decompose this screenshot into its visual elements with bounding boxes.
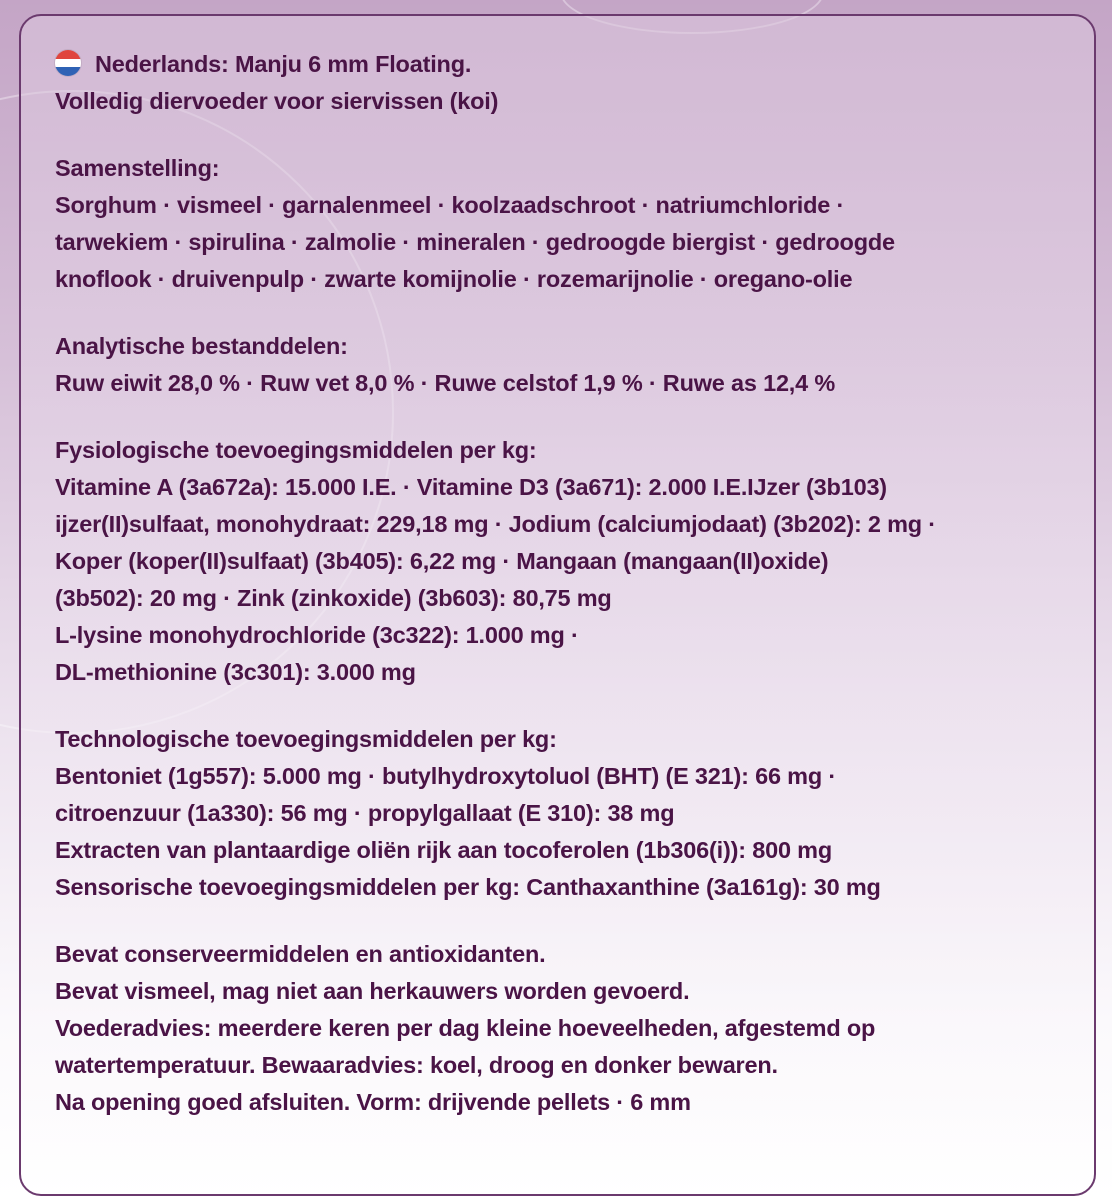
- technological-line: Bentoniet (1g557): 5.000 mg · butylhydroxytoluol (BHT) (E 321): 66 mg ·: [55, 763, 836, 789]
- technological-line: Extracten van plantaardige oliën rijk aan tocoferolen (1b306(i)): 800 mg: [55, 837, 832, 863]
- technological-line: citroenzuur (1a330): 56 mg · propylgallaat (E 310): 38 mg: [55, 800, 675, 826]
- physiological-line: ijzer(II)sulfaat, monohydraat: 229,18 mg · Jodium (calciumjodaat) (3b202): 2 mg ·: [55, 511, 936, 537]
- physiological-line: Koper (koper(II)sulfaat) (3b405): 6,22 mg · Mangaan (mangaan(II)oxide): [55, 548, 829, 574]
- section-spacer: [55, 120, 1075, 150]
- section-spacer: [55, 402, 1075, 432]
- composition-line: tarwekiem · spirulina · zalmolie · mineralen · gedroogde biergist · gedroogde: [55, 229, 895, 255]
- technological-heading: Technologische toevoegingsmiddelen per kg:: [55, 726, 557, 752]
- notes-line: Bevat vismeel, mag niet aan herkauwers worden gevoerd.: [55, 978, 690, 1004]
- section-spacer: [55, 906, 1075, 936]
- product-info-text: [55, 46, 1075, 1121]
- composition-line: knoflook · druivenpulp · zwarte komijnolie · rozemarijnolie · oregano-olie: [55, 266, 853, 292]
- header-title-line: [55, 46, 1075, 83]
- notes-line: Voederadvies: meerdere keren per dag kleine hoeveelheden, afgestemd op: [55, 1015, 876, 1041]
- product-info-card: [19, 14, 1096, 1196]
- header-subtitle: Volledig diervoeder voor siervissen (koi): [55, 88, 499, 114]
- physiological-heading: Fysiologische toevoegingsmiddelen per kg:: [55, 437, 537, 463]
- analytic-line: Ruw eiwit 28,0 % · Ruw vet 8,0 % · Ruwe celstof 1,9 % · Ruwe as 12,4 %: [55, 370, 836, 396]
- section-spacer: [55, 298, 1075, 328]
- header-title: Nederlands: Manju 6 mm Floating.: [95, 51, 472, 77]
- physiological-line: Vitamine A (3a672a): 15.000 I.E. · Vitamine D3 (3a671): 2.000 I.E.IJzer (3b103): [55, 474, 887, 500]
- physiological-line: (3b502): 20 mg · Zink (zinkoxide) (3b603): 80,75 mg: [55, 585, 612, 611]
- netherlands-flag-icon: [55, 50, 81, 76]
- notes-line: watertemperatuur. Bewaaradvies: koel, droog en donker bewaren.: [55, 1052, 778, 1078]
- physiological-line: DL-methionine (3c301): 3.000 mg: [55, 659, 416, 685]
- notes-line: Na opening goed afsluiten. Vorm: drijvende pellets · 6 mm: [55, 1089, 691, 1115]
- physiological-line: L-lysine monohydrochloride (3c322): 1.000 mg ·: [55, 622, 579, 648]
- notes-line: Bevat conserveermiddelen en antioxidanten.: [55, 941, 546, 967]
- composition-line: Sorghum · vismeel · garnalenmeel · koolzaadschroot · natriumchloride ·: [55, 192, 845, 218]
- analytic-heading: Analytische bestanddelen:: [55, 333, 348, 359]
- composition-heading: Samenstelling:: [55, 155, 220, 181]
- technological-line: Sensorische toevoegingsmiddelen per kg: Canthaxanthine (3a161g): 30 mg: [55, 874, 881, 900]
- section-spacer: [55, 691, 1075, 721]
